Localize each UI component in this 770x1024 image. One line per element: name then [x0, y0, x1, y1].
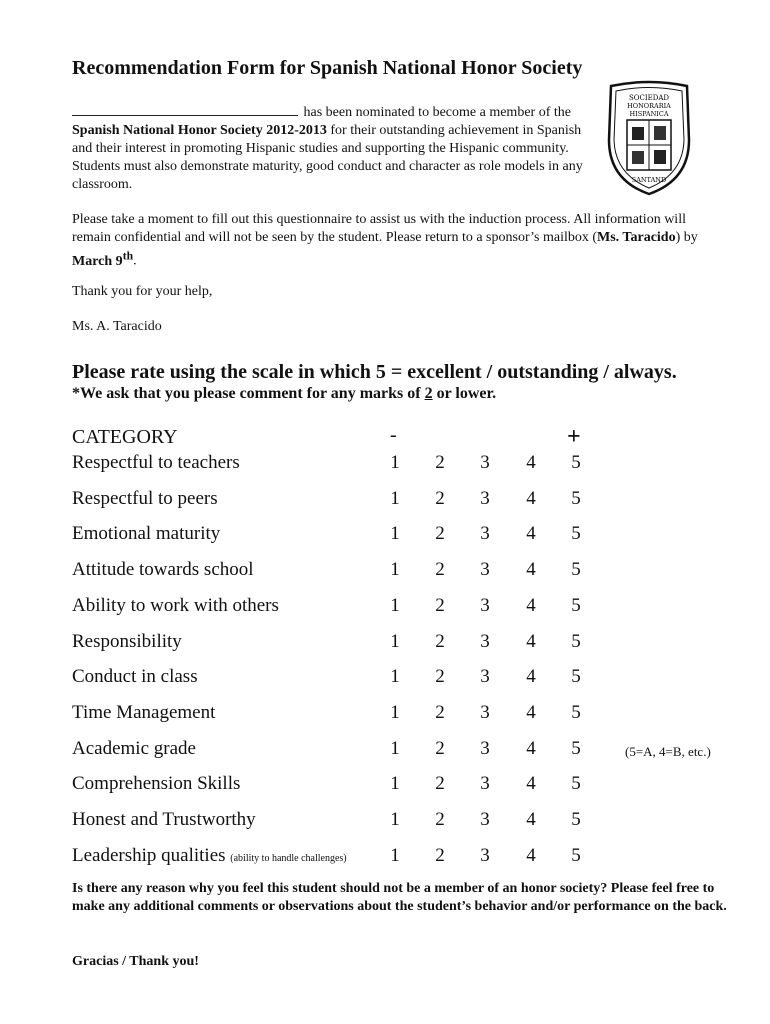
- rating-score-4[interactable]: 4: [526, 666, 536, 687]
- rating-label: Academic grade: [72, 738, 196, 759]
- rating-score-2[interactable]: 2: [435, 523, 445, 544]
- rating-label: Honest and Trustworthy: [72, 809, 256, 830]
- rating-score-2[interactable]: 2: [435, 595, 445, 616]
- rating-score-4[interactable]: 4: [526, 488, 536, 509]
- rating-score-3[interactable]: 3: [480, 738, 490, 759]
- rating-score-3[interactable]: 3: [480, 488, 490, 509]
- rating-score-4[interactable]: 4: [526, 702, 536, 723]
- rating-score-3[interactable]: 3: [480, 452, 490, 473]
- rating-score-3[interactable]: 3: [480, 702, 490, 723]
- scale-heading: Please rate using the scale in which 5 = excellent / outstanding / always.: [72, 361, 677, 383]
- rating-score-3[interactable]: 3: [480, 809, 490, 830]
- scale-plus: +: [567, 424, 581, 450]
- rating-row: [72, 666, 752, 692]
- rating-score-2[interactable]: 2: [435, 631, 445, 652]
- rating-label: Comprehension Skills: [72, 773, 241, 794]
- rating-row: [72, 738, 752, 764]
- instructions-by: ) by: [675, 230, 698, 245]
- rating-label: Respectful to teachers: [72, 452, 240, 473]
- scale-note: *We ask that you please comment for any marks of 2 or lower.: [72, 385, 497, 402]
- rating-row: [72, 845, 752, 871]
- rating-label: Conduct in class: [72, 666, 198, 687]
- rating-score-3[interactable]: 3: [480, 666, 490, 687]
- rating-score-1[interactable]: 1: [390, 631, 400, 652]
- rating-score-1[interactable]: 1: [390, 666, 400, 687]
- rating-score-1[interactable]: 1: [390, 595, 400, 616]
- rating-score-3[interactable]: 3: [480, 559, 490, 580]
- society-crest-logo: [603, 80, 695, 198]
- rating-label: Leadership qualities (ability to handle challenges): [72, 845, 347, 866]
- form-title: Recommendation Form for Spanish National Honor Society: [72, 57, 583, 79]
- rating-score-4[interactable]: 4: [526, 523, 536, 544]
- deadline: March 9: [72, 253, 123, 269]
- rating-score-2[interactable]: 2: [435, 666, 445, 687]
- rating-score-4[interactable]: 4: [526, 452, 536, 473]
- rating-score-2[interactable]: 2: [435, 845, 445, 866]
- rating-score-1[interactable]: 1: [390, 488, 400, 509]
- thanks-line: Thank you for your help,: [72, 284, 213, 299]
- rating-score-3[interactable]: 3: [480, 631, 490, 652]
- rating-score-4[interactable]: 4: [526, 631, 536, 652]
- rating-score-4[interactable]: 4: [526, 738, 536, 759]
- rating-score-1[interactable]: 1: [390, 523, 400, 544]
- rating-score-1[interactable]: 1: [390, 452, 400, 473]
- rating-score-5[interactable]: 5: [571, 559, 581, 580]
- rating-score-4[interactable]: 4: [526, 595, 536, 616]
- rating-score-5[interactable]: 5: [571, 702, 581, 723]
- rating-score-2[interactable]: 2: [435, 488, 445, 509]
- rating-score-5[interactable]: 5: [571, 845, 581, 866]
- student-name-blank[interactable]: [72, 104, 298, 116]
- rating-note: (5=A, 4=B, etc.): [625, 744, 711, 759]
- svg-text:HISPANICA: HISPANICA: [629, 110, 669, 118]
- closing-line: Gracias / Thank you!: [72, 954, 199, 969]
- comment-question: Is there any reason why you feel this student should not be a member of an honor society? Please feel free to make any additional comments or observations about the student’s behavior and/or performance on the back.: [72, 881, 727, 914]
- rating-score-5[interactable]: 5: [571, 738, 581, 759]
- rating-score-4[interactable]: 4: [526, 773, 536, 794]
- intro-paragraph: [72, 104, 600, 194]
- rating-score-3[interactable]: 3: [480, 845, 490, 866]
- instructions-end: .: [133, 253, 137, 269]
- rating-score-2[interactable]: 2: [435, 738, 445, 759]
- scale-note-number: 2: [424, 385, 433, 402]
- rating-score-3[interactable]: 3: [480, 773, 490, 794]
- rating-score-2[interactable]: 2: [435, 702, 445, 723]
- rating-row: [72, 595, 752, 621]
- rating-score-4[interactable]: 4: [526, 559, 536, 580]
- rating-score-3[interactable]: 3: [480, 595, 490, 616]
- rating-row: [72, 523, 752, 549]
- rating-label: Attitude towards school: [72, 559, 254, 580]
- rating-score-5[interactable]: 5: [571, 773, 581, 794]
- rating-score-5[interactable]: 5: [571, 523, 581, 544]
- rating-label: Emotional maturity: [72, 523, 221, 544]
- rating-score-2[interactable]: 2: [435, 559, 445, 580]
- rating-score-5[interactable]: 5: [571, 666, 581, 687]
- rating-score-1[interactable]: 1: [390, 845, 400, 866]
- deadline-suffix: th: [122, 249, 134, 262]
- intro-rest-text: for their outstanding achievement in Spanish and their interest in promoting Hispanic studies and supporting the Hispanic community. Students must also demonstrate maturity, good conduct and character as role models in any classroom.: [72, 123, 583, 192]
- rating-row: [72, 559, 752, 585]
- instructions-text: Please take a moment to fill out this questionnaire to assist us with the induction process. All information will remain confidential and will not be seen by the student. Please return to a sponsor’s mailbox (: [72, 212, 686, 245]
- society-name: Spanish National Honor Society 2012-2013: [72, 123, 327, 138]
- sponsor-name: Ms. Taracido: [597, 230, 676, 245]
- intro-nominated-text: has been nominated to become a member of the: [300, 105, 571, 120]
- rating-label: Respectful to peers: [72, 488, 218, 509]
- rating-score-2[interactable]: 2: [435, 773, 445, 794]
- signature: Ms. A. Taracido: [72, 319, 162, 334]
- rating-score-5[interactable]: 5: [571, 452, 581, 473]
- svg-text:HONORARIA: HONORARIA: [627, 102, 671, 110]
- svg-text:SOCIEDAD: SOCIEDAD: [628, 94, 670, 102]
- rating-score-3[interactable]: 3: [480, 523, 490, 544]
- rating-row: [72, 702, 752, 728]
- rating-score-1[interactable]: 1: [390, 773, 400, 794]
- rating-score-5[interactable]: 5: [571, 595, 581, 616]
- rating-score-5[interactable]: 5: [571, 631, 581, 652]
- category-header: CATEGORY: [72, 426, 178, 448]
- rating-score-5[interactable]: 5: [571, 488, 581, 509]
- scale-minus: -: [390, 424, 397, 446]
- rating-score-5[interactable]: 5: [571, 809, 581, 830]
- rating-score-1[interactable]: 1: [390, 738, 400, 759]
- rating-score-2[interactable]: 2: [435, 809, 445, 830]
- rating-row: [72, 773, 752, 799]
- rating-label: Ability to work with others: [72, 595, 279, 616]
- rating-sublabel: (ability to handle challenges): [230, 853, 347, 864]
- rating-row: [72, 488, 752, 514]
- rating-row: [72, 631, 752, 657]
- rating-score-4[interactable]: 4: [526, 809, 536, 830]
- rating-score-1[interactable]: 1: [390, 559, 400, 580]
- rating-row: [72, 809, 752, 835]
- rating-label: Time Management: [72, 702, 216, 723]
- rating-score-1[interactable]: 1: [390, 702, 400, 723]
- rating-score-4[interactable]: 4: [526, 845, 536, 866]
- rating-score-1[interactable]: 1: [390, 809, 400, 830]
- rating-score-2[interactable]: 2: [435, 452, 445, 473]
- rating-row: [72, 452, 752, 478]
- instructions-paragraph: [72, 211, 722, 271]
- svg-text:SANTAND: SANTAND: [631, 176, 667, 184]
- rating-label: Responsibility: [72, 631, 182, 652]
